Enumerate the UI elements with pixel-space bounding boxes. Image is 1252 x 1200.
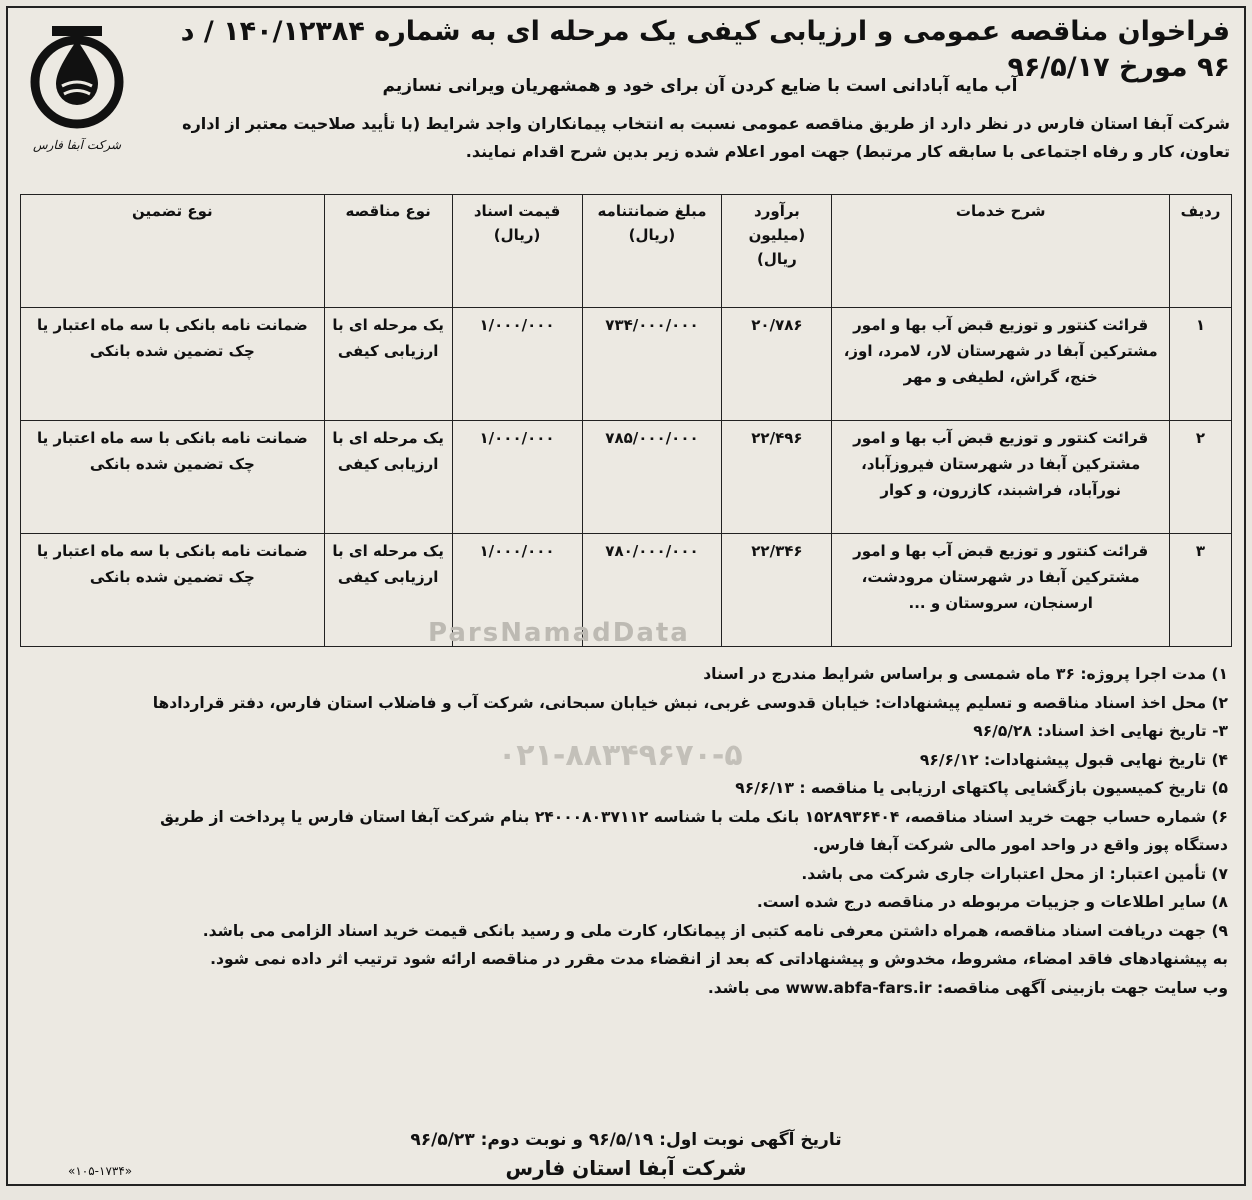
- note-item: ۸) سایر اطلاعات و جزییات مربوطه در مناقصه درج شده است.: [756, 893, 1228, 911]
- cell-estimate: ۲۲/۳۴۶: [722, 534, 832, 647]
- cell-service: قرائت کنتور و توزیع قبض آب بها و امور مشترکین آبفا در شهرستان فیروزآباد، نورآباد، فراشبند، کازرون، و کوار: [832, 421, 1170, 534]
- table-header-row: [21, 195, 1232, 308]
- header-tender-type: نوع مناقصه: [324, 195, 452, 308]
- header-guarantee-type: نوع تضمین: [21, 195, 325, 308]
- watermark-brand: ParsNamadData: [428, 618, 690, 648]
- header-service: شرح خدمات: [832, 195, 1170, 308]
- abfa-logo: [22, 22, 132, 152]
- cell-guarantee-type: ضمانت نامه بانکی با سه ماه اعتبار یا چک تضمین شده بانکی: [21, 308, 325, 421]
- logo-caption: شرکت آبفا فارس: [32, 138, 122, 152]
- watermark-phone: ۰۲۱-۸۸۳۴۹۶۷۰-۵: [498, 738, 743, 773]
- cell-doc-price: ۱/۰۰۰/۰۰۰: [452, 421, 582, 534]
- cell-tender-type: یک مرحله ای با ارزیابی کیفی: [324, 308, 452, 421]
- cell-doc-price: ۱/۰۰۰/۰۰۰: [452, 534, 582, 647]
- header-row-no: ردیف: [1170, 195, 1232, 308]
- cell-tender-type: یک مرحله ای با ارزیابی کیفی: [324, 534, 452, 647]
- cell-service: قرائت کنتور و توزیع قبض آب بها و امور مشترکین آبفا در شهرستان لار، لامرد، اوز، خنج، گراش، لطیفی و مهر: [832, 308, 1170, 421]
- cell-service: قرائت کنتور و توزیع قبض آب بها و امور مشترکین آبفا در شهرستان مرودشت، ارسنجان، سروستان و ...: [832, 534, 1170, 647]
- cell-row-no: ۱: [1170, 308, 1232, 421]
- note-item: ۶) شماره حساب جهت خرید اسناد مناقصه، ۱۵۲۸۹۳۶۴۰۴ بانک ملت با شناسه ۲۴۰۰۰۸۰۳۷۱۱۲ بنام شرکت آبفا استان فارس یا پرداخت از طریق: [160, 807, 1228, 826]
- cell-guarantee-type: ضمانت نامه بانکی با سه ماه اعتبار یا چک تضمین شده بانکی: [21, 421, 325, 534]
- ad-code: «۱۰۵-۱۷۳۴»: [68, 1164, 133, 1178]
- note-item: ۷) تأمین اعتبار: از محل اعتبارات جاری شرکت می باشد.: [801, 864, 1228, 883]
- intro-paragraph: [120, 110, 1230, 166]
- note-item: ۹) جهت دریافت اسناد مناقصه، همراه داشتن معرفی نامه کتبی از پیمانکار، کارت ملی و رسید بانکی قیمت خرید اسناد الزامی می باشد.: [202, 921, 1228, 940]
- note-item: ۱) مدت اجرا پروژه: ۳۶ ماه شمسی و براساس شرایط مندرج در اسناد: [703, 665, 1228, 683]
- header-estimate: برآورد (میلیون ریال): [722, 195, 832, 308]
- company-signature: شرکت آبفا استان فارس: [505, 1156, 747, 1180]
- cell-row-no: ۲: [1170, 421, 1232, 534]
- note-item: ۳- تاریخ نهایی اخذ اسناد: ۹۶/۵/۲۸: [973, 722, 1228, 740]
- table-row: [21, 308, 1232, 421]
- note-item: وب سایت جهت بازبینی آگهی مناقصه: www.abfa-fars.ir می باشد.: [707, 978, 1228, 997]
- cell-tender-type: یک مرحله ای با ارزیابی کیفی: [324, 421, 452, 534]
- cell-doc-price: ۱/۰۰۰/۰۰۰: [452, 308, 582, 421]
- notice-slogan: آب مایه آبادانی است با ضایع کردن آن برای خود و همشهریان ویرانی نسازیم: [382, 76, 1018, 96]
- cell-estimate: ۲۰/۷۸۶: [722, 308, 832, 421]
- note-item: به پیشنهادهای فاقد امضاء، مشروط، مخدوش و پیشنهاداتی که بعد از انقضاء مدت مقرر در مناقصه ارائه شود ترتیب اثر داده نمی شود.: [210, 950, 1228, 968]
- cell-guarantee-amount: ۷۸۵/۰۰۰/۰۰۰: [582, 421, 722, 534]
- notes-list: [28, 660, 1228, 1002]
- cell-guarantee-type: ضمانت نامه بانکی با سه ماه اعتبار یا چک تضمین شده بانکی: [21, 534, 325, 647]
- table-row: [21, 534, 1232, 647]
- header-doc-price: قیمت اسناد (ریال): [452, 195, 582, 308]
- intro-line: شرکت آبفا استان فارس در نظر دارد از طریق مناقصه عمومی نسبت به انتخاب پیمانکاران واجد شرایط (با تأیید صلاحیت معتبر از اداره: [182, 114, 1230, 133]
- notice-title: فراخوان مناقصه عمومی و ارزیابی کیفی یک مرحله ای به شماره ۱۴۰/۱۲۳۸۴ / د ۹۶ مورخ ۹۶/۵/۱۷: [180, 16, 1230, 83]
- tender-notice: [6, 6, 1246, 1186]
- note-item: ۲) محل اخذ اسناد مناقصه و تسلیم پیشنهادات: خیابان قدوسی غربی، نبش خیابان سبحانی، شرکت آب و فاضلاب استان فارس، دفتر قراردادها: [152, 693, 1228, 712]
- cell-guarantee-amount: ۷۸۰/۰۰۰/۰۰۰: [582, 534, 722, 647]
- cell-guarantee-amount: ۷۳۴/۰۰۰/۰۰۰: [582, 308, 722, 421]
- publication-dates: تاریخ آگهی نوبت اول: ۹۶/۵/۱۹ و نوبت دوم: ۹۶/۵/۲۳: [410, 1130, 842, 1150]
- table-row: [21, 421, 1232, 534]
- note-item: دستگاه پوز واقع در واحد امور مالی شرکت آبفا فارس.: [812, 836, 1228, 854]
- tender-table: [20, 194, 1232, 647]
- note-item: ۴) تاریخ نهایی قبول پیشنهادات: ۹۶/۶/۱۲: [919, 750, 1228, 769]
- cell-estimate: ۲۲/۴۹۶: [722, 421, 832, 534]
- header-guarantee-amount: مبلغ ضمانتنامه (ریال): [582, 195, 722, 308]
- intro-line: تعاون، کار و رفاه اجتماعی با سابقه کار مرتبط) جهت امور اعلام شده زیر بدین شرح اقدام نمایند.: [465, 142, 1230, 161]
- water-drop-logo-icon: [22, 22, 132, 132]
- cell-row-no: ۳: [1170, 534, 1232, 647]
- note-item: ۵) تاریخ کمیسیون بازگشایی پاکتهای ارزیابی یا مناقصه : ۹۶/۶/۱۳: [735, 779, 1228, 797]
